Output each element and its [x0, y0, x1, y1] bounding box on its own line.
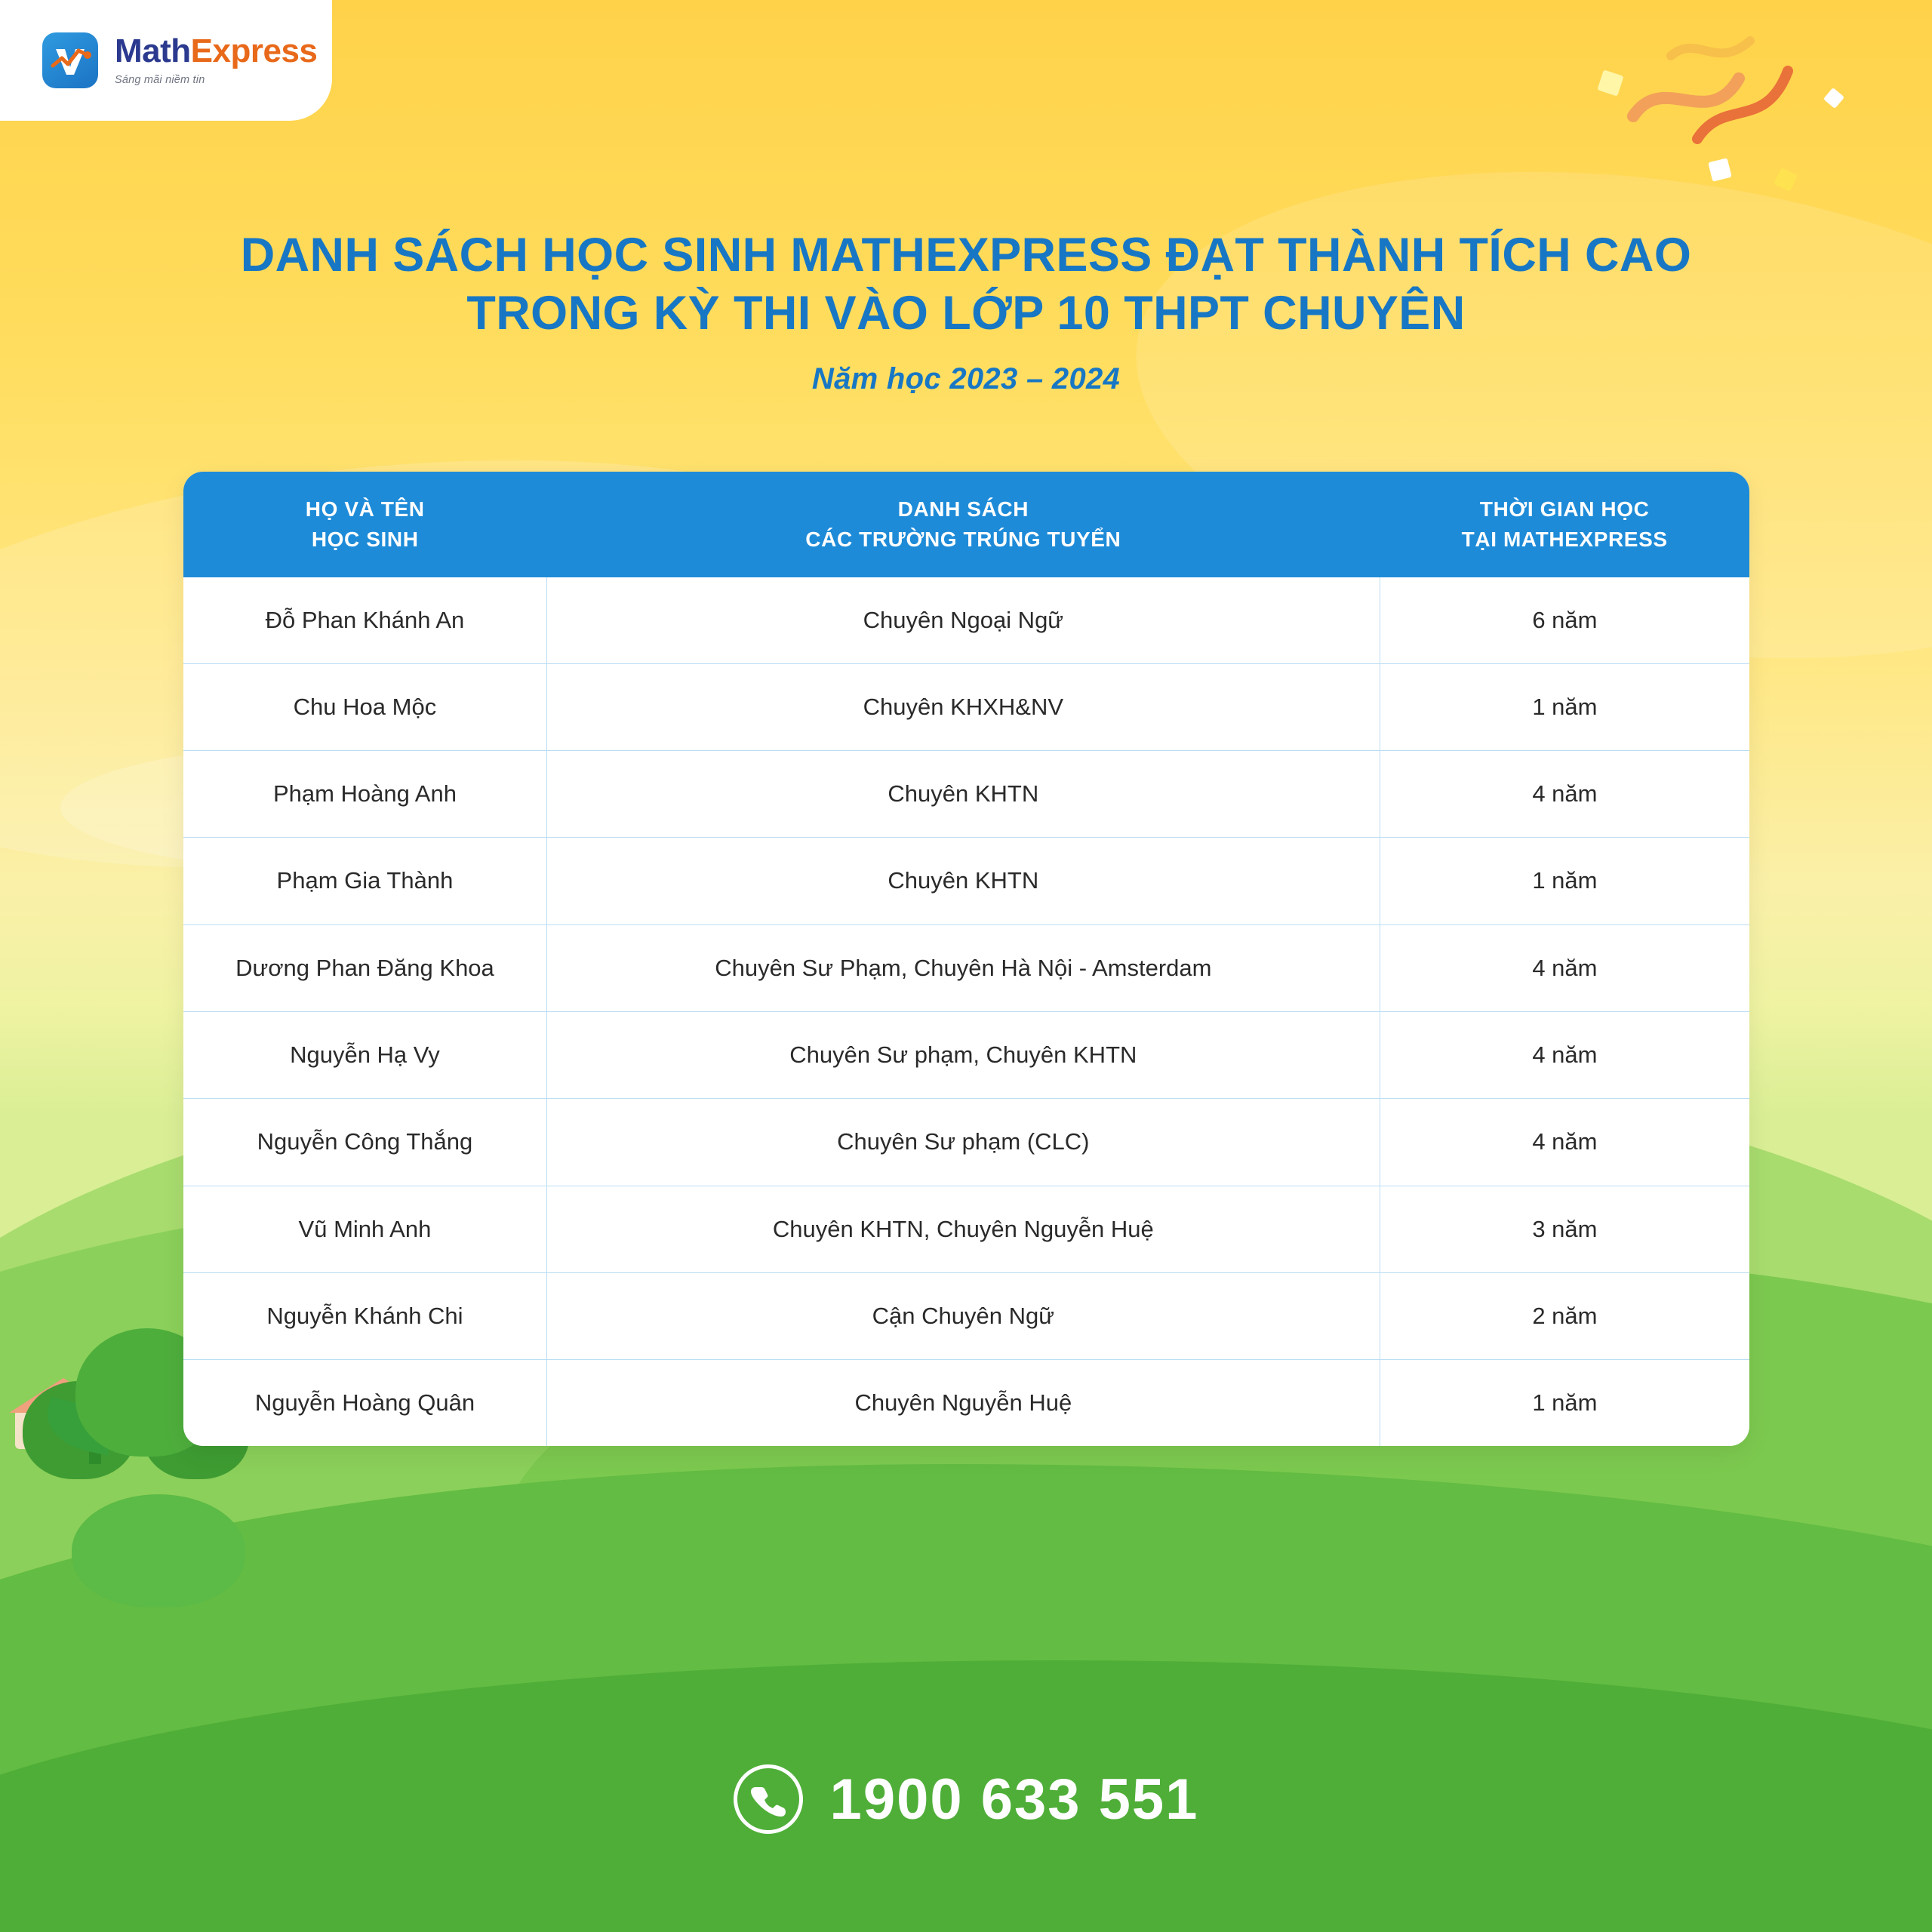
page-title-line-1: DANH SÁCH HỌC SINH MATHEXPRESS ĐẠT THÀNH TÍCH CAO [240, 229, 1692, 281]
table-row [183, 1186, 1749, 1272]
cell-student-name: Dương Phan Đăng Khoa [183, 924, 546, 1011]
cell-duration: 4 năm [1380, 1099, 1749, 1186]
cell-duration: 3 năm [1380, 1186, 1749, 1272]
students-table [183, 472, 1749, 1446]
table-row [183, 838, 1749, 924]
table-row [183, 663, 1749, 750]
cell-schools: Chuyên Sư Phạm, Chuyên Hà Nội - Amsterdam [546, 924, 1380, 1011]
cell-student-name: Nguyễn Hạ Vy [183, 1011, 546, 1098]
table-body [183, 577, 1749, 1447]
students-table-card [183, 472, 1749, 1446]
math-express-logo-icon [42, 32, 98, 88]
confetti-ribbon-icon [1626, 26, 1799, 146]
hotline-number: 1900 633 551 [829, 1767, 1199, 1832]
table-row [183, 751, 1749, 838]
cell-student-name: Nguyễn Hoàng Quân [183, 1360, 546, 1447]
cell-student-name: Chu Hoa Mộc [183, 663, 546, 750]
table-row [183, 1272, 1749, 1359]
cell-student-name: Phạm Gia Thành [183, 838, 546, 924]
cell-student-name: Đỗ Phan Khánh An [183, 577, 546, 664]
confetti-square-2 [1708, 158, 1732, 182]
column-header-duration-line1: THỜI GIAN HỌC [1479, 497, 1650, 521]
column-header-duration [1380, 472, 1749, 577]
page-subtitle: Năm học 2023 – 2024 [811, 361, 1121, 395]
cell-schools: Chuyên KHTN [546, 751, 1380, 838]
cell-schools: Chuyên KHTN [546, 838, 1380, 924]
table-row [183, 1011, 1749, 1098]
brand-logo-badge[interactable] [0, 0, 332, 121]
hotline-block[interactable] [0, 1764, 1932, 1834]
cell-schools: Chuyên KHTN, Chuyên Nguyễn Huệ [546, 1186, 1380, 1272]
cell-duration: 4 năm [1380, 924, 1749, 1011]
page-title-line-2: TRONG KỲ THI VÀO LỚP 10 THPT CHUYÊN [466, 286, 1466, 340]
cell-schools: Chuyên Ngoại Ngữ [546, 577, 1380, 664]
phone-icon [734, 1764, 803, 1834]
cell-duration: 1 năm [1380, 663, 1749, 750]
column-header-name [183, 472, 546, 577]
cell-schools: Chuyên Sư phạm, Chuyên KHTN [546, 1011, 1380, 1098]
confetti-square-4 [1823, 88, 1844, 109]
cell-student-name: Nguyễn Công Thắng [183, 1099, 546, 1186]
cell-duration: 4 năm [1380, 1011, 1749, 1098]
brand-name-part2: Express [190, 32, 318, 70]
column-header-schools-line1: DANH SÁCH [897, 497, 1029, 521]
table-header-row [183, 472, 1749, 577]
cell-duration: 1 năm [1380, 1360, 1749, 1447]
column-header-name-line1: HỌ VÀ TÊN [305, 497, 425, 521]
table-row [183, 924, 1749, 1011]
brand-logo-text [115, 32, 318, 87]
cell-duration: 2 năm [1380, 1272, 1749, 1359]
confetti-square-3 [1774, 168, 1798, 192]
brand-tagline: Sáng mãi niềm tin [115, 74, 205, 87]
cell-schools: Chuyên KHXH&NV [546, 663, 1380, 750]
cell-schools: Chuyên Nguyễn Huệ [546, 1360, 1380, 1447]
table-header [183, 472, 1749, 577]
cell-schools: Chuyên Sư phạm (CLC) [546, 1099, 1380, 1186]
bush-icon-4 [72, 1494, 245, 1607]
confetti-square-1 [1597, 69, 1623, 96]
column-header-name-line2: HỌC SINH [311, 527, 419, 551]
cell-student-name: Vũ Minh Anh [183, 1186, 546, 1272]
table-row [183, 1360, 1749, 1447]
table-row [183, 577, 1749, 664]
cell-schools: Cận Chuyên Ngữ [546, 1272, 1380, 1359]
cell-duration: 6 năm [1532, 606, 1598, 633]
column-header-schools [546, 472, 1380, 577]
column-header-schools-line2: CÁC TRƯỜNG TRÚNG TUYỂN [805, 527, 1121, 551]
cell-duration: 4 năm [1380, 751, 1749, 838]
table-row [183, 1099, 1749, 1186]
page-title-block [0, 226, 1932, 396]
column-header-duration-line2: TẠI MATHEXPRESS [1461, 527, 1668, 551]
cell-student-name: Nguyễn Khánh Chi [183, 1272, 546, 1359]
cell-duration: 1 năm [1380, 838, 1749, 924]
cell-student-name: Phạm Hoàng Anh [183, 751, 546, 838]
brand-name-part1: Math [115, 32, 191, 70]
